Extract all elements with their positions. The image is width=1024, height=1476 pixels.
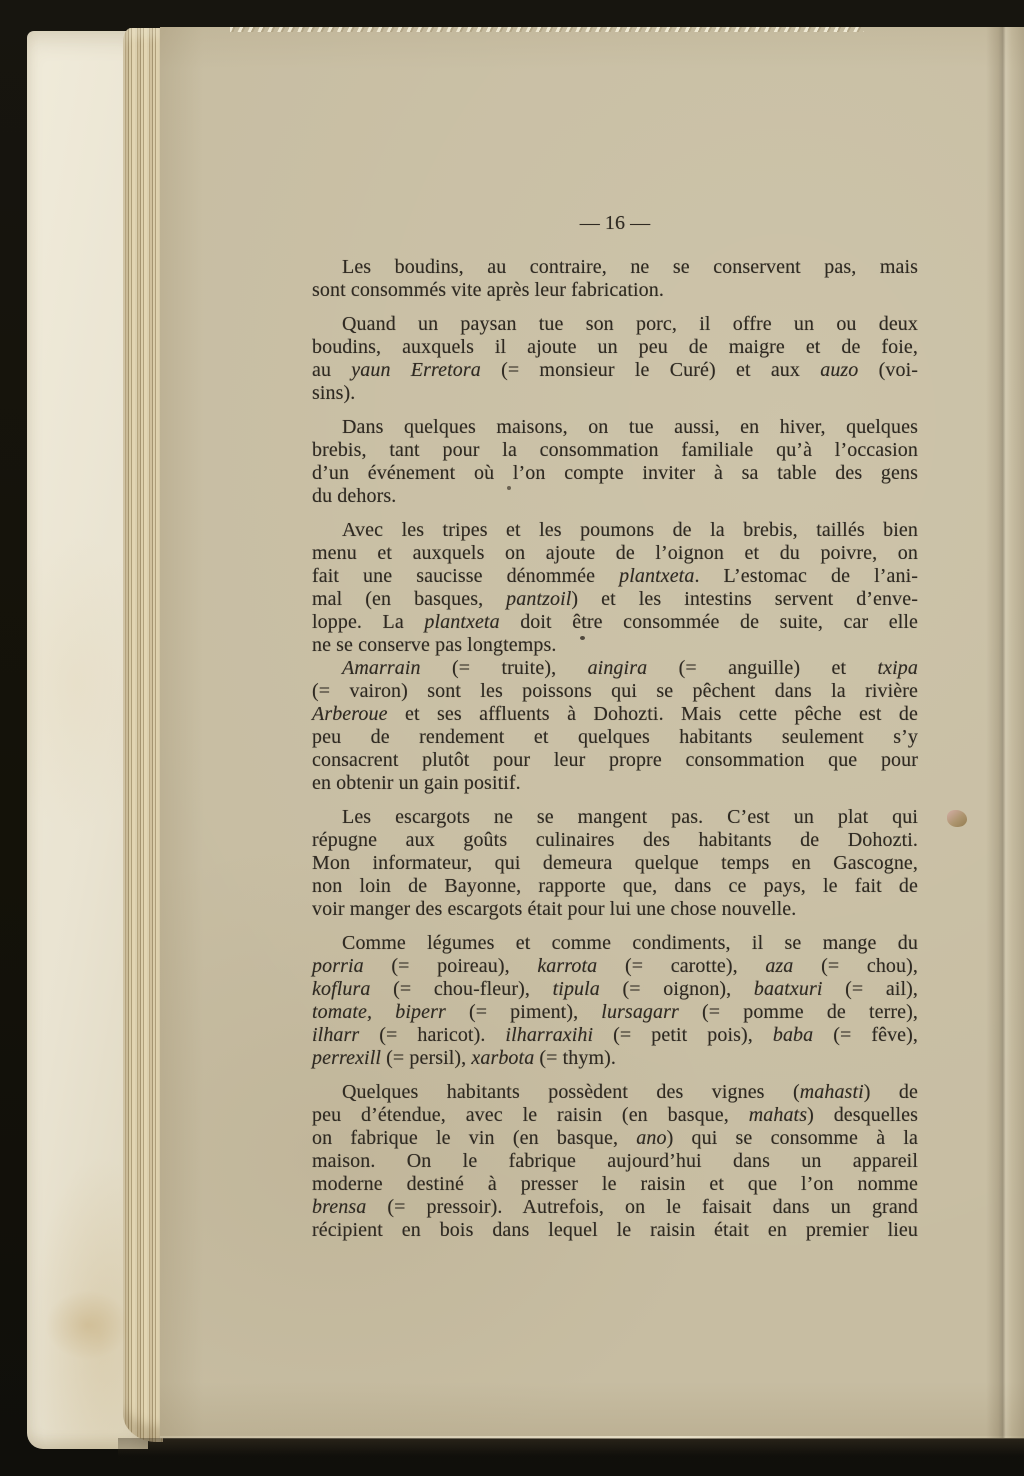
text-run: (= fêve), (813, 1024, 919, 1046)
text-line (312, 1081, 918, 1104)
text-run: non loin de Bayonne, rapporte que, dans ce pays, le fait de (312, 875, 918, 897)
text-line (312, 1196, 918, 1219)
basque-term: xarbota (471, 1047, 535, 1069)
text-run: ne se conserve pas longtemps. (312, 634, 557, 656)
ink-dot (580, 636, 585, 640)
text-run: (= poireau), (363, 955, 538, 977)
basque-term: baatxuri (753, 978, 823, 1000)
text-run: consacrent plutôt pour leur propre consommation que pour (312, 749, 918, 771)
basque-term: plantxeta (619, 565, 695, 587)
text-run: voir manger des escargots était pour lui une chose nouvelle. (312, 898, 797, 920)
basque-term: aza (765, 955, 794, 977)
text-run: fait une saucisse dénommée (312, 565, 620, 587)
paper-stain (45, 1290, 130, 1360)
paragraph (312, 806, 918, 921)
basque-term: pantzoil (506, 588, 572, 610)
text-line (312, 588, 918, 611)
text-run: loppe. La (312, 611, 425, 633)
text-run: Quand un paysan tue son porc, il offre un ou deux (342, 313, 918, 335)
text-run: ) qui se consomme à la (666, 1127, 918, 1149)
basque-term: plantxeta (424, 611, 500, 633)
text-line (312, 1047, 918, 1070)
text-run: (= chou), (793, 955, 918, 977)
text-run: Quelques habitants possèdent des vignes ( (342, 1081, 800, 1103)
text-run: Avec les tripes et les poumons de la brebis, taillés bien (342, 519, 918, 541)
text-run: (= pomme de terre), (678, 1001, 918, 1023)
text-line (312, 565, 918, 588)
text-run: (= carotte), (597, 955, 766, 977)
basque-term: tomate, biperr (312, 1001, 446, 1023)
paragraph (312, 932, 918, 1070)
text-run: (voi- (858, 359, 918, 381)
text-line (312, 439, 918, 462)
text-line (312, 703, 918, 726)
text-line (312, 313, 918, 336)
text-line (312, 416, 918, 439)
text-line (312, 279, 918, 302)
text-run: au (312, 359, 352, 381)
basque-term: Arberoue (312, 703, 388, 725)
text-line (312, 256, 918, 279)
text-line (312, 485, 918, 508)
text-line (312, 726, 918, 749)
basque-term: perrexill (312, 1047, 382, 1069)
stain (947, 810, 967, 827)
text-line (312, 978, 918, 1001)
basque-term: tipula (552, 978, 600, 1000)
basque-term: Amarrain (342, 657, 421, 679)
paragraph (312, 313, 918, 405)
basque-term: mahats (748, 1104, 808, 1126)
text-run: peu d’étendue, avec le raisin (en basque, (312, 1104, 749, 1126)
text-run: récipient en bois dans lequel le raisin était en premier lieu (312, 1219, 918, 1241)
page-number: — 16 — (579, 212, 651, 234)
text-run: (= thym). (534, 1047, 617, 1069)
text-run: (= vairon) sont les poissons qui se pêchent dans la rivière (312, 680, 918, 702)
text-run: d’un événement où l’on compte inviter à sa table des gens (312, 462, 918, 484)
text-run: (= anguille) et (647, 657, 878, 679)
text-run: sins). (312, 382, 356, 404)
ink-dot (507, 486, 511, 490)
text-line (312, 611, 918, 634)
text-line (312, 1127, 918, 1150)
text-run: Comme légumes et comme condiments, il se mange du (342, 932, 918, 954)
basque-term: karrota (537, 955, 598, 977)
text-run: (= ail), (822, 978, 918, 1000)
paragraph (312, 256, 918, 302)
text-run: menu et auxquels on ajoute de l’oignon et du poivre, on (312, 542, 918, 564)
text-run: brebis, tant pour la consommation familiale qu’à l’occasion (312, 439, 918, 461)
text-line (312, 336, 918, 359)
text-line (312, 1024, 918, 1047)
text-line (312, 1104, 918, 1127)
text-run: doit être consommée de suite, car elle (499, 611, 918, 633)
text-line (312, 898, 918, 921)
text-run: maison. On le fabrique aujourd’hui dans un appareil (312, 1150, 918, 1172)
text-run: et ses affluents à Dohozti. Mais cette pêche est de (387, 703, 918, 725)
basque-term: brensa (312, 1196, 367, 1218)
basque-term: baba (772, 1024, 814, 1046)
text-run: mal (en basques, (312, 588, 507, 610)
basque-term: lursagarr (601, 1001, 679, 1023)
text-line (312, 680, 918, 703)
text-line (312, 749, 918, 772)
text-line (312, 1173, 918, 1196)
basque-term: aingira (587, 657, 648, 679)
page-text (312, 212, 918, 1242)
text-run: boudins, auxquels il ajoute un peu de maigre et de foie, (312, 336, 918, 358)
text-run: (= truite), (420, 657, 588, 679)
text-run: Mon informateur, qui demeura quelque temps en Gascogne, (312, 852, 918, 874)
basque-term: mahasti (799, 1081, 864, 1103)
text-line (312, 1219, 918, 1242)
text-run: . L’estomac de l’ani- (694, 565, 918, 587)
text-run: (= piment), (445, 1001, 602, 1023)
paragraph (312, 519, 918, 657)
text-run: ) de (863, 1081, 918, 1103)
text-run: Les escargots ne se mangent pas. C’est un plat qui (342, 806, 918, 828)
text-run: ) desquelles (807, 1104, 919, 1126)
basque-term: porria (312, 955, 364, 977)
text-line (312, 852, 918, 875)
text-run: répugne aux goûts culinaires des habitants de Dohozti. (312, 829, 918, 851)
text-run: en obtenir un gain positif. (312, 772, 521, 794)
text-run: moderne destiné à presser le raisin et que l’on nomme (312, 1173, 918, 1195)
text-line (312, 519, 918, 542)
text-line (312, 462, 918, 485)
text-line (312, 657, 918, 680)
text-run: Dans quelques maisons, on tue aussi, en hiver, quelques (342, 416, 918, 438)
basque-term: koflura (312, 978, 371, 1000)
text-run: (= oignon), (599, 978, 754, 1000)
text-run: ) et les intestins servent d’enve- (571, 588, 918, 610)
text-run: sont consommés vite après leur fabrication. (312, 279, 664, 301)
text-line (312, 382, 918, 405)
paragraph (312, 657, 918, 795)
text-line (312, 772, 918, 795)
basque-term: ilharraxihi (505, 1024, 594, 1046)
text-line (312, 1001, 918, 1024)
text-line (312, 932, 918, 955)
page-stack-edges (123, 28, 163, 1442)
text-run: on fabrique le vin (en basque, (312, 1127, 637, 1149)
text-run: peu de rendement et quelques habitants seulement s’y (312, 726, 918, 748)
text-line (312, 806, 918, 829)
text-line (312, 542, 918, 565)
text-run: (= petit pois), (593, 1024, 773, 1046)
text-run: Les boudins, au contraire, ne se conservent pas, mais (342, 256, 918, 278)
text-line (312, 829, 918, 852)
text-line (312, 1150, 918, 1173)
page-bottom-shadow (118, 1438, 1024, 1462)
text-line (312, 359, 918, 382)
basque-term: auzo (820, 359, 859, 381)
text-line (312, 875, 918, 898)
basque-term: yaun Erretora (351, 359, 481, 381)
basque-term: txipa (877, 657, 918, 679)
paragraph (312, 416, 918, 508)
page-crease (986, 27, 1024, 1438)
text-run: (= persil), (381, 1047, 472, 1069)
text-run: (= pressoir). Autrefois, on le faisait dans un grand (366, 1196, 918, 1218)
text-line (312, 634, 918, 657)
basque-term: ano (636, 1127, 667, 1149)
paragraph (312, 1081, 918, 1242)
text-line (312, 955, 918, 978)
text-run: (= monsieur le Curé) et aux (480, 359, 821, 381)
basque-term: ilharr (312, 1024, 360, 1046)
text-run: (= haricot). (359, 1024, 506, 1046)
text-run: (= chou-fleur), (370, 978, 553, 1000)
text-run: du dehors. (312, 485, 397, 507)
